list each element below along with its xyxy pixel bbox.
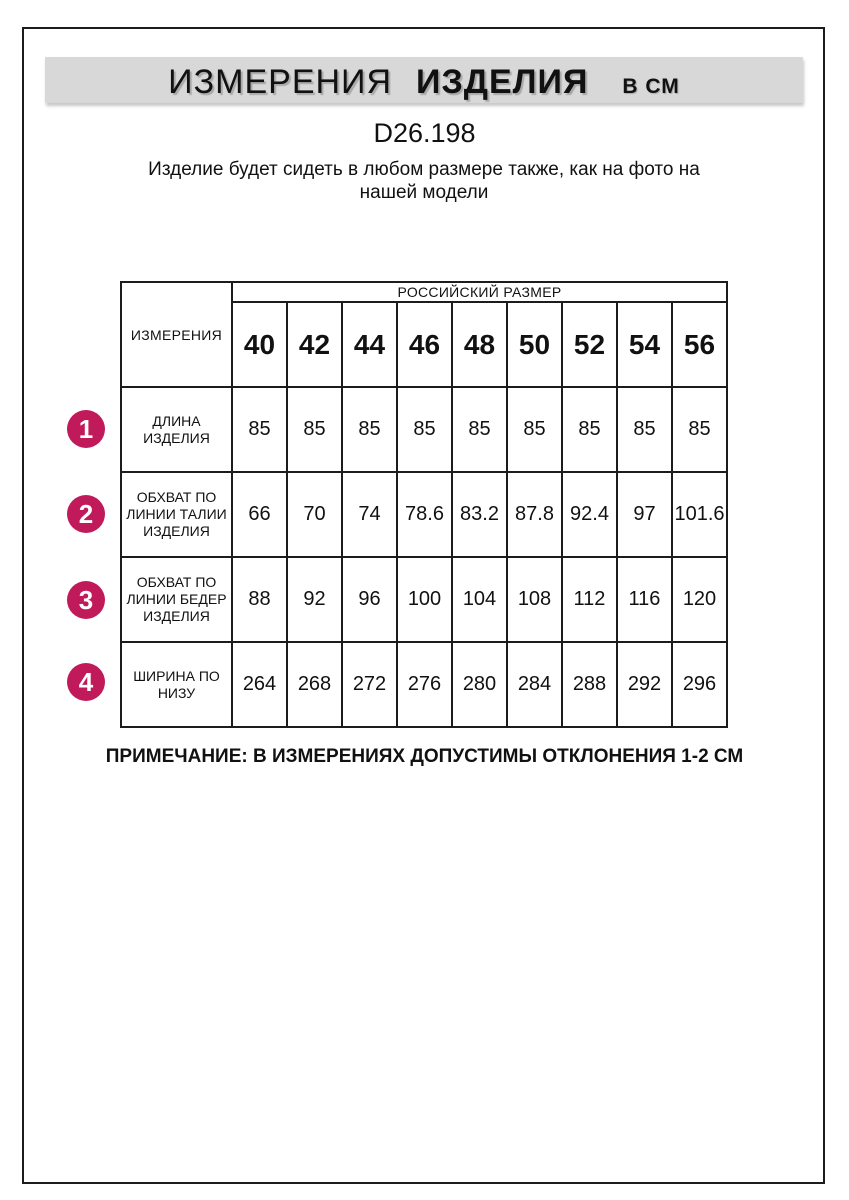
- value-cell: 85: [617, 387, 672, 472]
- value-cell: 96: [342, 557, 397, 642]
- value-cell: 104: [452, 557, 507, 642]
- title-unit-cm: В СМ: [622, 75, 680, 98]
- table-row-length: [121, 387, 727, 472]
- value-cell: 100: [397, 557, 452, 642]
- value-cell: 88: [232, 557, 287, 642]
- value-cell: 264: [232, 642, 287, 727]
- value-cell: 78.6: [397, 472, 452, 557]
- size-header-56: 56: [672, 302, 727, 387]
- size-header-48: 48: [452, 302, 507, 387]
- value-cell: 268: [287, 642, 342, 727]
- size-header-52: 52: [562, 302, 617, 387]
- measurements-table: [120, 281, 728, 728]
- group-header-russian-size: РОССИЙСКИЙ РАЗМЕР: [232, 282, 727, 302]
- value-cell: 83.2: [452, 472, 507, 557]
- row-label-waist: ОБХВАТ ПО ЛИНИИ ТАЛИИ ИЗДЕЛИЯ: [121, 472, 232, 557]
- value-cell: 284: [507, 642, 562, 727]
- value-cell: 85: [232, 387, 287, 472]
- table-row-waist: [121, 472, 727, 557]
- value-cell: 66: [232, 472, 287, 557]
- row-marker-2: 2: [67, 495, 105, 533]
- value-cell: 120: [672, 557, 727, 642]
- title-banner: [45, 57, 803, 103]
- value-cell: 85: [672, 387, 727, 472]
- title-word-product: ИЗДЕЛИЯ: [416, 63, 589, 101]
- value-cell: 70: [287, 472, 342, 557]
- value-cell: 280: [452, 642, 507, 727]
- value-cell: 108: [507, 557, 562, 642]
- row-label-bottom-width: ШИРИНА ПО НИЗУ: [121, 642, 232, 727]
- title-word-measurements: ИЗМЕРЕНИЯ: [168, 63, 393, 101]
- size-header-54: 54: [617, 302, 672, 387]
- value-cell: 85: [342, 387, 397, 472]
- value-cell: 85: [507, 387, 562, 472]
- value-cell: 292: [617, 642, 672, 727]
- value-cell: 85: [397, 387, 452, 472]
- value-cell: 272: [342, 642, 397, 727]
- value-cell: 296: [672, 642, 727, 727]
- row-marker-1: 1: [67, 410, 105, 448]
- value-cell: 101.6: [672, 472, 727, 557]
- value-cell: 288: [562, 642, 617, 727]
- size-header-50: 50: [507, 302, 562, 387]
- value-cell: 92: [287, 557, 342, 642]
- value-cell: 276: [397, 642, 452, 727]
- size-header-42: 42: [287, 302, 342, 387]
- size-header-40: 40: [232, 302, 287, 387]
- value-cell: 85: [562, 387, 617, 472]
- value-cell: 74: [342, 472, 397, 557]
- tolerance-note: ПРИМЕЧАНИЕ: В ИЗМЕРЕНИЯХ ДОПУСТИМЫ ОТКЛОНЕНИЯ 1-2 СМ: [105, 746, 744, 767]
- row-label-hips: ОБХВАТ ПО ЛИНИИ БЕДЕР ИЗДЕЛИЯ: [121, 557, 232, 642]
- table-row-hips: [121, 557, 727, 642]
- size-header-46: 46: [397, 302, 452, 387]
- size-header-44: 44: [342, 302, 397, 387]
- row-marker-4: 4: [67, 663, 105, 701]
- value-cell: 85: [452, 387, 507, 472]
- row-marker-3: 3: [67, 581, 105, 619]
- value-cell: 97: [617, 472, 672, 557]
- value-cell: 92.4: [562, 472, 617, 557]
- fit-subtitle: Изделие будет сидеть в любом размере также, как на фото на нашей модели: [148, 159, 700, 203]
- product-code: D26.198: [373, 118, 476, 148]
- value-cell: 85: [287, 387, 342, 472]
- value-cell: 116: [617, 557, 672, 642]
- value-cell: 112: [562, 557, 617, 642]
- row-label-length: ДЛИНА ИЗДЕЛИЯ: [121, 387, 232, 472]
- value-cell: 87.8: [507, 472, 562, 557]
- corner-header-measurements: ИЗМЕРЕНИЯ: [121, 282, 232, 387]
- table-row-bottom-width: [121, 642, 727, 727]
